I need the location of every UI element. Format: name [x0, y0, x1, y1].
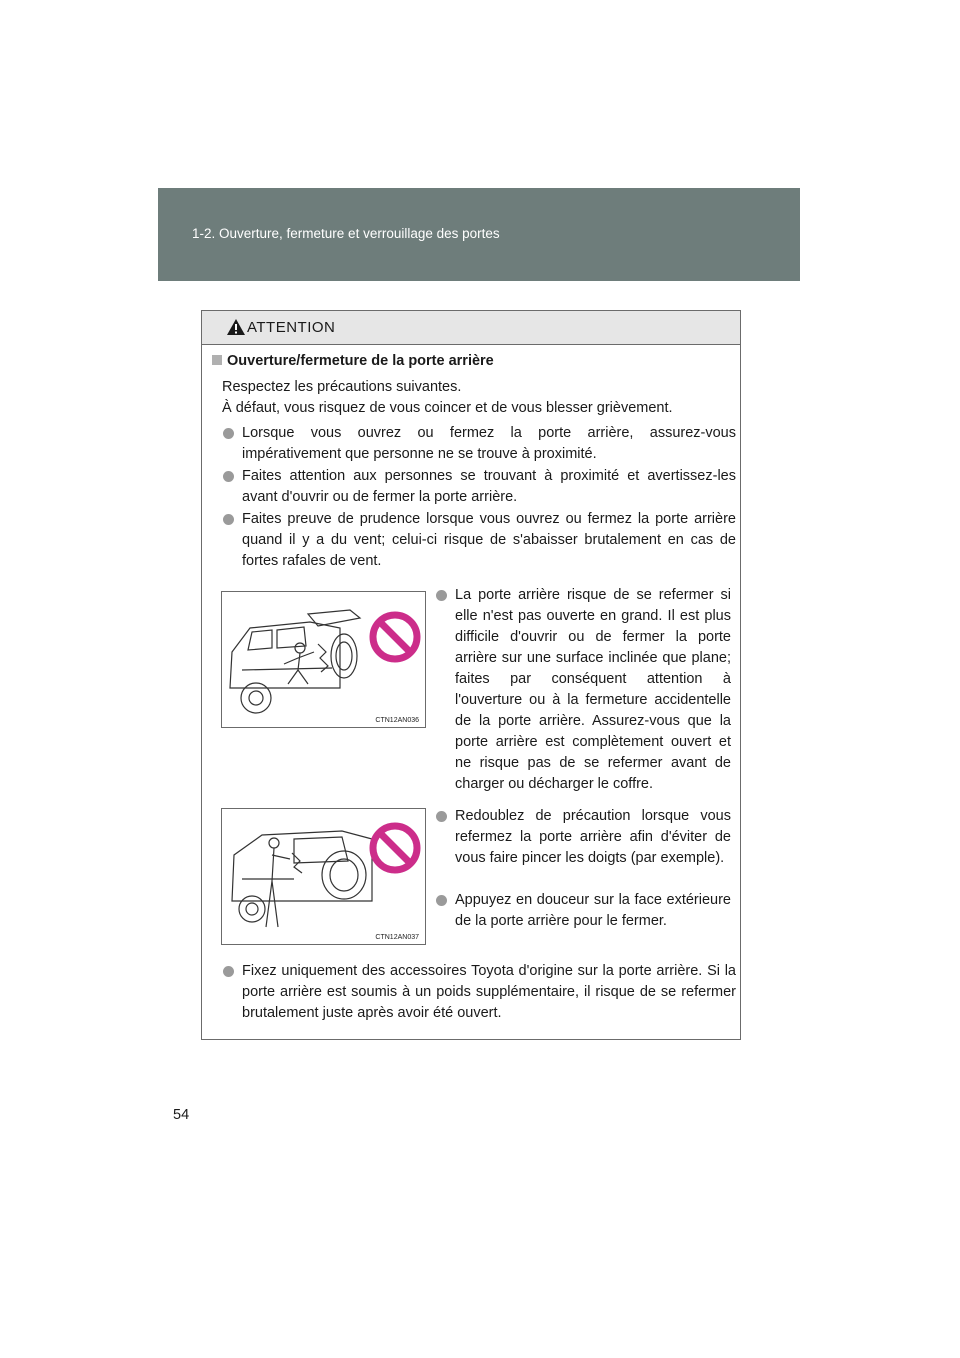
bullet-dot-icon	[223, 428, 234, 439]
bullet-dot-icon	[436, 590, 447, 601]
warning-header	[202, 311, 740, 345]
warning-box	[201, 310, 741, 1040]
figure-code: CTN12AN037	[375, 934, 419, 941]
warning-triangle-icon	[226, 318, 246, 336]
figure-tailgate-slope	[221, 591, 426, 728]
bullet-item: Appuyez en douceur sur la face extérieure de la porte arrière pour le fermer.	[435, 890, 731, 932]
bullet-item: Redoublez de précaution lorsque vous refermez la porte arrière afin d'éviter de vous faire pincer les doigts (par exemple).	[435, 806, 731, 869]
bullet-item: La porte arrière risque de se refermer si elle n'est pas ouverte en grand. Il est plus difficile d'ouvrir ou de fermer la porte arrière sur une surface inclinée que plane; faites par conséquent attention à l'ouverture ou à la fermeture accidentelle de la porte arrière. Assurez-vous que la porte arrière est complètement ouvert et ne risque pas de se refermer avant de charger ou décharger le coffre.	[435, 585, 731, 795]
bullet-dot-icon	[436, 895, 447, 906]
figure-code: CTN12AN036	[375, 717, 419, 724]
bullet-dot-icon	[223, 966, 234, 977]
intro-text: Respectez les précautions suivantes. À défaut, vous risquez de vous coincer et de vous blesser grièvement.	[222, 379, 673, 416]
bullet-item: Lorsque vous ouvrez ou fermez la porte arrière, assurez-vous impérativement que personne ne se trouve à proximité.	[222, 423, 736, 465]
bullet-dot-icon	[436, 811, 447, 822]
figure-fingers-pinched	[221, 808, 426, 945]
prohibition-icon	[368, 821, 422, 875]
square-bullet-icon	[212, 355, 222, 365]
page-number: 54	[173, 1107, 190, 1123]
bullet-dot-icon	[223, 514, 234, 525]
prohibition-icon	[368, 610, 422, 664]
subsection-title: Ouverture/fermeture de la porte arrière	[212, 353, 494, 369]
header-band	[158, 188, 800, 281]
bullet-item: Fixez uniquement des accessoires Toyota d'origine sur la porte arrière. Si la porte arrière est soumis à un poids supplémentaire, il risque de se refermer brutalement juste après avoir été ouvert.	[222, 961, 736, 1024]
warning-label: ATTENTION	[247, 319, 336, 336]
bullet-item: Faites attention aux personnes se trouvant à proximité et avertissez-les avant d'ouvrir ou de fermer la porte arrière.	[222, 466, 736, 508]
bullet-item: Faites preuve de prudence lorsque vous ouvrez ou fermez la porte arrière quand il y a du vent; celui-ci risque de s'abaisser brutalement en cas de fortes rafales de vent.	[222, 509, 736, 572]
bullet-dot-icon	[223, 471, 234, 482]
section-header-title: 1-2. Ouverture, fermeture et verrouillage des portes	[192, 226, 500, 241]
